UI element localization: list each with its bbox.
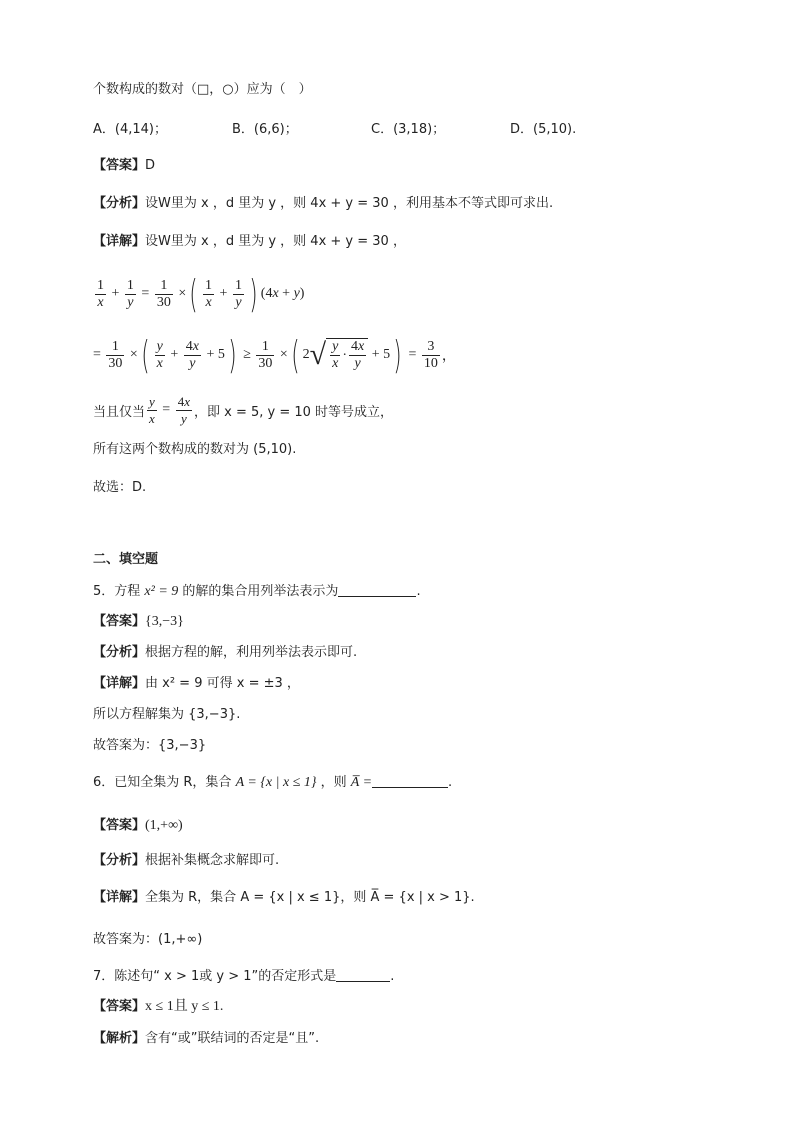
q6-stem: 6．已知全集为 R，集合 A = {x | x ≤ 1} ，则 A̅ = . (93, 775, 453, 790)
q7-stem: 7．陈述句“ x > 1或 y > 1”的否定形式是 . (93, 969, 395, 984)
analysis-tag: 【解析】 (93, 1031, 146, 1046)
q5-stem-prefix: 5．方程 (93, 584, 141, 599)
q4-stem: 个数构成的数对（□，○）应为（ ） (93, 82, 312, 97)
q5-answer-line (93, 612, 184, 632)
q4-option-d: D．(5,10). (510, 122, 577, 137)
q7-answer: x ≤ 1且 y ≤ 1. (145, 999, 224, 1014)
q4-option-c: C．(3,18)； (371, 122, 446, 137)
q6-analysis-line (93, 851, 279, 871)
q6-stem-math: A = {x | x ≤ 1} (235, 775, 317, 790)
q6-final: 故答案为：(1,+∞) (93, 932, 203, 947)
q5-stem: 5．方程 x² = 9 的解的集合用列举法表示为 . (93, 584, 421, 599)
q7-blank (336, 981, 390, 982)
q6-answer: (1,+∞) (145, 818, 183, 833)
detail-tag: 【详解】 (93, 234, 146, 249)
equation-1: $\frac{1}{x}$ + $\frac{1}{y}$ = $\frac{1}{30}$ × ( $\frac{1}{x}$ + $\frac{1}{y}$ ) (4x + y) (97, 272, 305, 316)
q7-stem-text: 7．陈述句“ x > 1或 y > 1”的否定形式是 (93, 969, 337, 984)
q6-analysis: 根据补集概念求解即可. (145, 853, 280, 868)
frac-1-x: $\frac{1}{x}$ (97, 277, 104, 310)
answer-tag: 【答案】 (93, 999, 146, 1014)
q7-analysis-line (93, 1029, 319, 1049)
q5-analysis-line (93, 643, 357, 663)
frac-1-30: $\frac{1}{30}$ (156, 277, 171, 310)
q4-option-b: B．(6,6)； (232, 122, 298, 137)
q5-stem-math: x² = 9 (144, 584, 179, 599)
q6-stem-mid: ，则 (320, 775, 347, 790)
q5-detail-line (93, 674, 300, 694)
q4-analysis: 设W里为 x ，d 里为 y ，则 4x + y = 30 ，利用基本不等式即可求出. (145, 196, 554, 211)
q5-stem-suffix: 的解的集合用列举法表示为 (182, 584, 339, 599)
q6-stem-prefix: 6．已知全集为 R，集合 (93, 775, 232, 790)
equation-2: = $\frac{1}{30}$ × ( $\frac{y}{x}$ + $\frac{4x}{y}$ + 5 ) ≥ $\frac{1}{30}$ × ( 2 √ $\frac{y}{x}$ · $\frac{4x}{y}$ + 5 ) = $\frac{3}{10}$ ， (93, 333, 456, 377)
when-equal-tail: ，即 x = 5, y = 10 时等号成立， (193, 404, 394, 420)
q4-answer-line (93, 156, 155, 176)
q6-blank (372, 787, 448, 788)
q4-detail: 设W里为 x ，d 里为 y ，则 4x + y = 30 ， (145, 234, 406, 249)
q5-line2: 所以方程解集为 {3,−3}. (93, 707, 241, 722)
q4-conclusion: 所有这两个数构成的数对为 (5,10). (93, 442, 297, 457)
detail-tag: 【详解】 (93, 890, 146, 905)
answer-tag: 【答案】 (93, 158, 146, 173)
detail-tag: 【详解】 (93, 676, 146, 691)
q4-analysis-line (93, 194, 553, 214)
q5-blank (338, 596, 416, 597)
q6-stem-math2: A̅ = (350, 775, 373, 790)
q6-answer-line (93, 816, 183, 836)
answer-tag: 【答案】 (93, 614, 146, 629)
analysis-tag: 【分析】 (93, 196, 146, 211)
q5-final: 故答案为：{3,−3} (93, 738, 207, 753)
q4-answer: D (145, 158, 156, 173)
sqrt-symbol: √ $\frac{y}{x}$ · $\frac{4x}{y}$ (310, 338, 369, 372)
q4-detail-line (93, 232, 406, 252)
q6-detail-line (93, 888, 475, 908)
q4-choose: 故选：D. (93, 480, 147, 495)
q5-analysis: 根据方程的解，利用列举法表示即可. (145, 645, 358, 660)
q5-detail: 由 x² = 9 可得 x = ±3 ， (145, 676, 300, 691)
equality-condition: 当且仅当 $\frac{y}{x}$ = $\frac{4x}{y}$ ，即 x = 5, y = 10 时等号成立， (93, 393, 394, 426)
q4-option-a: A．(4,14)； (93, 122, 167, 137)
q5-answer: {3,−3} (145, 614, 184, 629)
when-equal-label: 当且仅当 (93, 404, 146, 420)
analysis-tag: 【分析】 (93, 853, 146, 868)
analysis-tag: 【分析】 (93, 645, 146, 660)
section-title: 二、填空题 (93, 552, 159, 567)
q7-answer-line (93, 997, 223, 1017)
q7-analysis: 含有“或”联结词的否定是“且”. (145, 1031, 320, 1046)
q6-detail: 全集为 R，集合 A = {x | x ≤ 1}，则 A̅ = {x | x > 1}. (145, 890, 475, 905)
frac-1-y: $\frac{1}{y}$ (126, 277, 134, 310)
answer-tag: 【答案】 (93, 818, 146, 833)
